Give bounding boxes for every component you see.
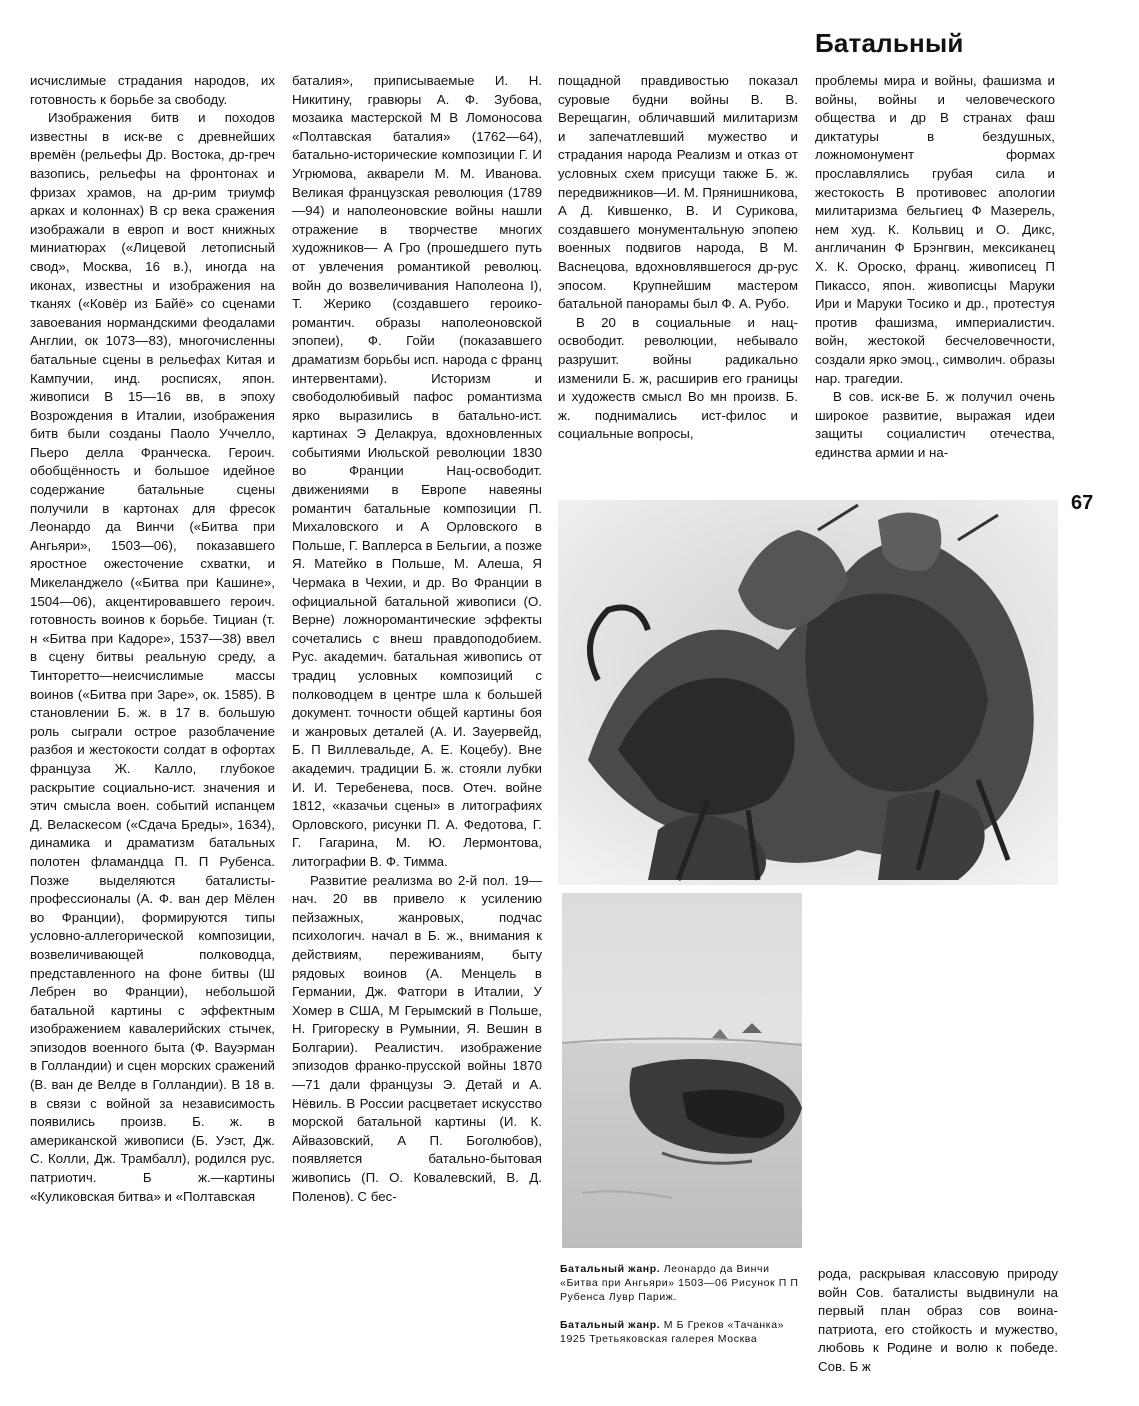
caption-text: Леонардо да Винчи «Битва при Ангьяри» 1503—06 Рисунок П П Рубенса Лувр Париж.: [560, 1263, 799, 1303]
caption-label: Батальный жанр.: [560, 1263, 661, 1275]
paragraph: баталия», приписываемые И. Н. Никитину, гравюры А. Ф. Зубова, мозаика мастерской М В Ломоносова «Полтавская баталия» (1762—64), батально-исторические композиции Г. И Угрюмова, акварели М. М. Иванова. Великая французская революция (1789—94) и наполеоновские войны нашли отражение в творчестве многих художников— А Гро (прошедшего путь от увлечения романтикой революц. войн до возвеличивания Наполеона I), Т. Жерико (создавшего героико-романтич. образы наполеоновской эпопеи), Ф. Гойи (показавшего драматизм борьбы исп. народа с франц интервентами). Историзм и свободолюбивый пафос романтизма ярко выразились в батально-ист. картинах Э Делакруа, вдохновленных событиями Июльской революции 1830 во Франции Нац-освободит. движениями в Европе навеяны романтич батальные композиции П. Михаловского и А Орловского в Польше, Г. Ваплерса в Бельгии, а позже Я. Матейко в Польше, М. Алеша, Я Чермака в Чехии, и др. Во Франции в официальной батальной живописи (О. Верне) ложноромантические эффекты сочетались с внеш правдоподобием. Рус. академич. батальная живопись от традиц условных композиций с полководцем в центре шла к большей документ. точности общей картины боя и жанровых деталей (А. И. Зауервейд, Б. П Виллевальде, А. Е. Коцебу). Вне академич. традиции Б. ж. стояли лубки И. И. Теребенева, посв. Отеч. войне 1812, «казачьи сцены» в литографиях Орловского, рисунки П. А. Федотова, Г. Г. Гагарина, М. Ю. Лермонтова, литографии В. Ф. Тимма.: [292, 73, 542, 869]
paragraph: В 20 в социальные и нац-освободит. революции, небывало разрушит. войны радикально изменили Б. ж, расширив его границы и художеств смысл Во мн произв. Б. ж. поднимались ист-филос и социальные вопросы,: [558, 314, 798, 442]
figure-caption-1: [560, 1262, 805, 1304]
figure-caption-2: [560, 1318, 805, 1346]
battle-of-anghiari-drawing: [558, 500, 1058, 885]
text-column-4: [815, 72, 1055, 492]
caption-text: М Б Греков «Тачанка» 1925 Третьяковская галерея Москва: [560, 1319, 785, 1345]
tachanka-painting: [562, 893, 802, 1248]
paragraph: проблемы мира и войны, фашизма и войны, войны и человеческого общества и др В странах фаш диктатуры в бездушных, ложномонумент формах прославлялись грубая сила и жестокость В противовес апологии милитаризма бельгиец Ф Мазерель, нем худ. К. Кольвиц и О. Дикс, англичанин Ф Брэнгвин, мексиканец Х. К. Ороско, франц. живописец П Пикассо, япон. живописцы Маруки Ири и Маруки Тосико и др., протестуя против фашизма, империалистич. войн, жестокой бесчеловечности, создали ярко эмоц., символич. образы нар. трагедии.: [815, 73, 1055, 386]
paragraph: В сов. иск-ве Б. ж получил очень широкое развитие, выражая идеи защиты социалистич отечества, единства армии и на-: [815, 389, 1055, 460]
text-column-1: [30, 72, 275, 1402]
text-column-3: [558, 72, 798, 492]
page-number: 67: [1071, 492, 1094, 514]
paragraph: рода, раскрывая классовую природу войн Сов. баталисты выдвинули на первый план образ сов воина-патриота, его стойкость и мужество, любовь к Родине и волю к победе. Сов. Б ж: [818, 1266, 1058, 1374]
paragraph: Изображения битв и походов известны в иск-ве с древнейших времён (рельефы Др. Востока, др-греч вазопись, рельефы на фронтонах и фризах храмов, на др-рим триумф арках и колоннах) В ср века сражения изображали в европ и вост книжных миниатюрах («Лицевой летописный свод», Москва, 16 в.), иногда на иконах, известны и изображения на тканях («Ковёр из Байё» со сценами завоевания нормандскими феодалами Англии, ок 1073—83), многочисленны батальные сцены в рельефах Китая и Кампучии, инд. росписях, япон. живописи В 15—16 вв, в эпоху Возрождения в Италии, изображения битв были созданы Паоло Уччелло, Пьеро делла Франческа. Героич. обобщённость и большое идейное содержание батальные сцены получили в картонах для фресок Леонардо да Винчи («Битва при Ангьяри», 1503—06), показавшего яростное ожесточение схватки, и Микеланджело («Битва при Кашине», 1504—06), акцентировавшего героич. готовность воинов к борьбе. Тициан (т. н «Битва при Кадоре», 1537—38) ввел в сцену битвы реальную среду, а Тинторетто—неисчислимые массы воинов («Битва при Заре», ок. 1585). В становлении Б. ж. в 17 в. большую роль сыграли острое разоблачение разбоя и жестокости солдат в офортах француза Ж. Калло, глубокое раскрытие социально-ист. значения и этич смысла воен. событий испанцем Д. Веласкесом («Сдача Бреды», 1634), динамика и драматизм батальных полотен фламандца П. П Рубенса. Позже выделяются баталисты-профессионалы (А. Ф. ван дер Мёлен во Франции), формируются типы условно-аллегорической композиции, возвеличивающей полководца, представленного на фоне битвы (Ш Лебрен во Франции), небольшой батальной картины с эффектным изображением кавалерийских стычек, эпизодов военного быта (Ф. Вауэрман в Голландии) и сцен морских сражений (В. ван де Велде в Голландии). В 18 в. в связи с войной за независимость появились произв. Б. ж. в американской живописи (Б. Уэст, Дж. С. Колли, Дж. Трамбалл), родился рус. патриотич. Б ж.—картины «Куликовская битва» и «Полтавская: [30, 110, 275, 1204]
paragraph: исчислимые страдания народов, их готовность к борьбе за свободу.: [30, 73, 275, 107]
paragraph: Развитие реализма во 2-й пол. 19—нач. 20 вв привело к усилению пейзажных, жанровых, подчас психологич. начал в Б. ж., внимания к действиям, переживаниям, быту рядовых воинов (А. Менцель в Германии, Дж. Фатгори в Италии, У Хомер в США, М Герымский в Польше, Н. Григореску в Румынии, Я. Вешин в Болгарии). Реалистич. изображение эпизодов франко-прусской войны 1870—71 дали французы Э. Детай и А. Нёвиль. В России расцветает искусство морской батальной картины (И. К. Айвазовский, А П. Боголюбов), появляется батально-бытовая живопись (П. О. Ковалевский, В. Д. Поленов). С бес-: [292, 872, 542, 1204]
caption-label: Батальный жанр.: [560, 1319, 661, 1331]
paragraph: пощадной правдивостью показал суровые будни войны В. В. Верещагин, обличавший милитаризм и запечатлевший мужество и страдания народа Реализм и отказ от условных схем присущи также Б. ж. передвижников—И. М. Прянишникова, А Д. Кившенко, В. И Сурикова, создавшего монументальную эпопею военных подвигов народа, В М. Васнецова, вдохновлявшегося др-рус эпосом. Крупнейшим мастером батальной панорамы был Ф. А. Рубо.: [558, 73, 798, 312]
text-column-5: [818, 1265, 1058, 1400]
text-column-2: [292, 72, 542, 1402]
page-header-word: Батальный: [815, 28, 964, 58]
